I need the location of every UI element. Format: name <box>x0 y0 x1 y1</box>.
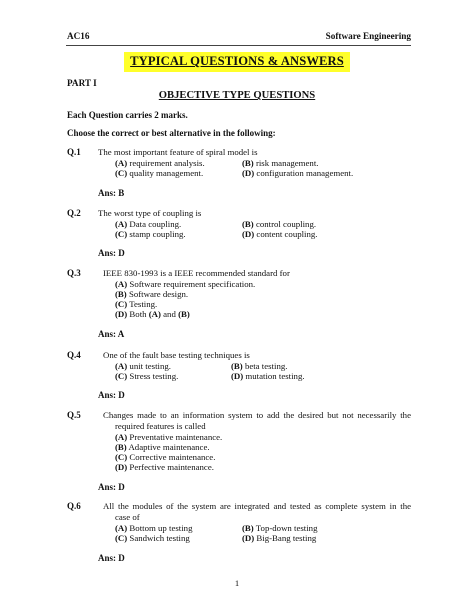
option-b: (B) risk management. <box>242 158 319 168</box>
question-number: Q.5 <box>67 410 81 420</box>
question-text: One of the fault base testing techniques is <box>103 350 250 360</box>
option-c: (C) Stress testing. <box>115 371 179 381</box>
answer-label: Ans: D <box>98 248 125 258</box>
option-a: (A) unit testing. <box>115 361 171 371</box>
question-number: Q.4 <box>67 350 81 360</box>
part-label: PART I <box>67 78 97 88</box>
option-b: (B) Adaptive maintenance. <box>115 442 210 452</box>
option-c: (C) stamp coupling. <box>115 229 186 239</box>
header-rule <box>66 45 411 46</box>
instruction-choose: Choose the correct or best alternative in the following: <box>67 128 276 138</box>
option-a: (A) Preventative maintenance. <box>115 432 223 442</box>
answer-label: Ans: B <box>98 188 125 198</box>
answer-label: Ans: D <box>98 390 125 400</box>
question-text: All the modules of the system are integrated and tested as complete system in the <box>103 501 411 511</box>
question-number: Q.6 <box>67 501 81 511</box>
header-course-code: AC16 <box>67 31 90 41</box>
question-text: The most important feature of spiral model is <box>98 147 258 157</box>
question-number: Q.1 <box>67 147 81 157</box>
option-b: (B) control coupling. <box>242 219 317 229</box>
question-number: Q.2 <box>67 208 81 218</box>
option-d: (D) Big-Bang testing <box>242 533 317 543</box>
option-a: (A) Bottom up testing <box>115 523 193 533</box>
section-heading: OBJECTIVE TYPE QUESTIONS <box>158 90 316 101</box>
page-title-text: TYPICAL QUESTIONS & ANSWERS <box>124 52 350 72</box>
option-d: (D) content coupling. <box>242 229 318 239</box>
answer-label: Ans: D <box>98 482 125 492</box>
option-d: (D) mutation testing. <box>231 371 305 381</box>
answer-label: Ans: D <box>98 553 125 563</box>
option-a: (A) Software requirement specification. <box>115 279 256 289</box>
question-number: Q.3 <box>67 268 81 278</box>
option-c: (C) Sandwich testing <box>115 533 190 543</box>
option-b: (B) Top-down testing <box>242 523 318 533</box>
page-title <box>0 52 474 72</box>
question-text: IEEE 830-1993 is a IEEE recommended standard for <box>103 268 290 278</box>
option-b: (B) Software design. <box>115 289 189 299</box>
option-c: (C) quality management. <box>115 168 204 178</box>
question-text: Changes made to an information system to add the desired but not necessarily the <box>103 410 411 420</box>
option-c: (C) Corrective maintenance. <box>115 452 216 462</box>
option-d: (D) Both (A) and (B) <box>115 309 190 319</box>
instruction-marks: Each Question carries 2 marks. <box>67 110 188 120</box>
option-c: (C) Testing. <box>115 299 158 309</box>
question-text: The worst type of coupling is <box>98 208 202 218</box>
question-text-continued: required features is called <box>115 421 206 431</box>
page-number: 1 <box>234 578 240 588</box>
option-a: (A) requirement analysis. <box>115 158 205 168</box>
question-text-continued: case of <box>115 512 140 522</box>
option-d: (D) configuration management. <box>242 168 354 178</box>
option-b: (B) beta testing. <box>231 361 288 371</box>
option-a: (A) Data coupling. <box>115 219 182 229</box>
option-d: (D) Perfective maintenance. <box>115 462 214 472</box>
header-subject: Software Engineering <box>325 31 411 41</box>
answer-label: Ans: A <box>98 329 125 339</box>
